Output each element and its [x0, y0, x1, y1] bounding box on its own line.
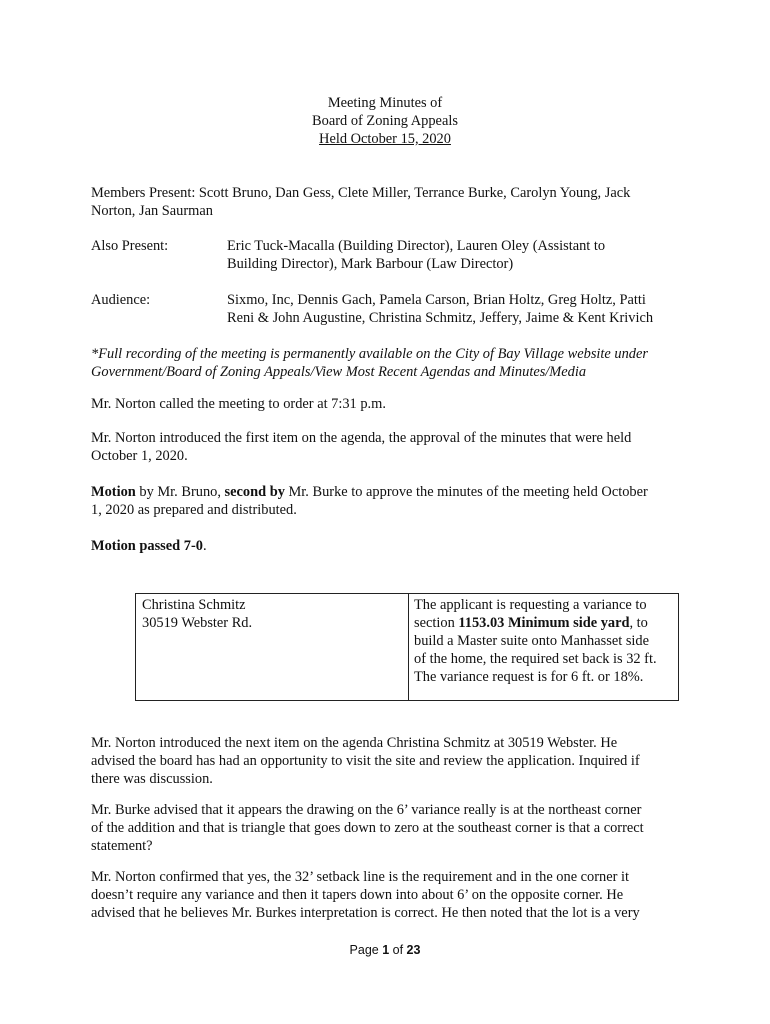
- page-word: Page: [349, 943, 383, 957]
- audience-line-1: Sixmo, Inc, Dennis Gach, Pamela Carson, Brian Holtz, Greg Holtz, Patti: [227, 292, 646, 308]
- page-of-word: of: [389, 943, 407, 957]
- discussion-p2-line-1: Mr. Burke advised that it appears the drawing on the 6’ variance really is at the northeast corner: [91, 802, 642, 818]
- case-table: [135, 593, 679, 701]
- discussion-p3-line-3: advised that he believes Mr. Burkes interpretation is correct. He then noted that the lot is a very: [91, 905, 640, 921]
- motion-line-2: 1, 2020 as prepared and distributed.: [91, 502, 297, 518]
- motion-passed-bold: Motion passed 7-0: [91, 538, 203, 554]
- discussion-p1-line-2: advised the board has had an opportunity to visit the site and review the application. Inquired if: [91, 753, 640, 769]
- title-line-2: Board of Zoning Appeals: [312, 113, 458, 129]
- members-present-line-2: Norton, Jan Saurman: [91, 203, 213, 219]
- audience-line-2: Reni & John Augustine, Christina Schmitz, Jeffery, Jaime & Kent Krivich: [227, 310, 654, 326]
- call-to-order: Mr. Norton called the meeting to order at 7:31 p.m.: [91, 396, 386, 412]
- first-item-line-2: October 1, 2020.: [91, 448, 188, 464]
- case-address: 30519 Webster Rd.: [142, 615, 253, 631]
- members-present-line-1: Members Present: Scott Bruno, Dan Gess, Clete Miller, Terrance Burke, Carolyn Young, Jack: [91, 185, 631, 201]
- motion-passed: [91, 537, 207, 555]
- title-line-1: Meeting Minutes of: [327, 95, 443, 111]
- motion-text-2: Mr. Burke to approve the minutes of the meeting held October: [284, 484, 648, 500]
- meeting-date: Held October 15, 2020: [319, 131, 451, 147]
- discussion-p1-line-3: there was discussion.: [91, 771, 213, 787]
- case-request-line-2: [414, 614, 648, 632]
- page-footer: [0, 943, 770, 957]
- title-line-3: [0, 130, 770, 148]
- case-request-line-4: of the home, the required set back is 32 ft.: [414, 651, 657, 667]
- also-present-line-1: Eric Tuck-Macalla (Building Director), Lauren Oley (Assistant to: [227, 238, 606, 254]
- page-current: 1: [382, 943, 390, 957]
- case-request-line-2-a: section: [414, 615, 459, 631]
- motion-label: Motion: [91, 484, 136, 500]
- case-request-line-5: The variance request is for 6 ft. or 18%.: [414, 669, 644, 685]
- table-divider: [408, 594, 409, 700]
- first-item-line-1: Mr. Norton introduced the first item on the agenda, the approval of the minutes that were held: [91, 430, 632, 446]
- recording-note-line-2: Government/Board of Zoning Appeals/View Most Recent Agendas and Minutes/Media: [91, 364, 587, 380]
- second-label: second by: [224, 484, 285, 500]
- motion-line-1: [91, 483, 648, 501]
- recording-note-line-1: *Full recording of the meeting is permanently available on the City of Bay Village website under: [91, 346, 648, 362]
- case-applicant-name: Christina Schmitz: [142, 597, 246, 613]
- discussion-p1-line-1: Mr. Norton introduced the next item on the agenda Christina Schmitz at 30519 Webster. He: [91, 735, 618, 751]
- discussion-p3-line-1: Mr. Norton confirmed that yes, the 32’ setback line is the requirement and in the one corner it: [91, 869, 630, 885]
- page-total: 23: [406, 943, 421, 957]
- discussion-p2-line-2: of the addition and that is triangle that goes down to zero at the southeast corner is that a correct: [91, 820, 644, 836]
- discussion-p2-line-3: statement?: [91, 838, 153, 854]
- case-request-line-2-b: , to: [629, 615, 648, 631]
- motion-passed-tail: .: [202, 538, 207, 554]
- case-request-line-1: The applicant is requesting a variance to: [414, 597, 647, 613]
- case-request-line-3: build a Master suite onto Manhasset side: [414, 633, 650, 649]
- also-present-line-2: Building Director), Mark Barbour (Law Director): [227, 256, 514, 272]
- audience-label: Audience:: [91, 292, 151, 308]
- also-present-label: Also Present:: [91, 238, 169, 254]
- motion-text-1: by Mr. Bruno,: [135, 484, 225, 500]
- discussion-p3-line-2: doesn’t require any variance and then it tapers down into about 6’ on the opposite corner. He: [91, 887, 624, 903]
- code-section: 1153.03 Minimum side yard: [458, 615, 630, 631]
